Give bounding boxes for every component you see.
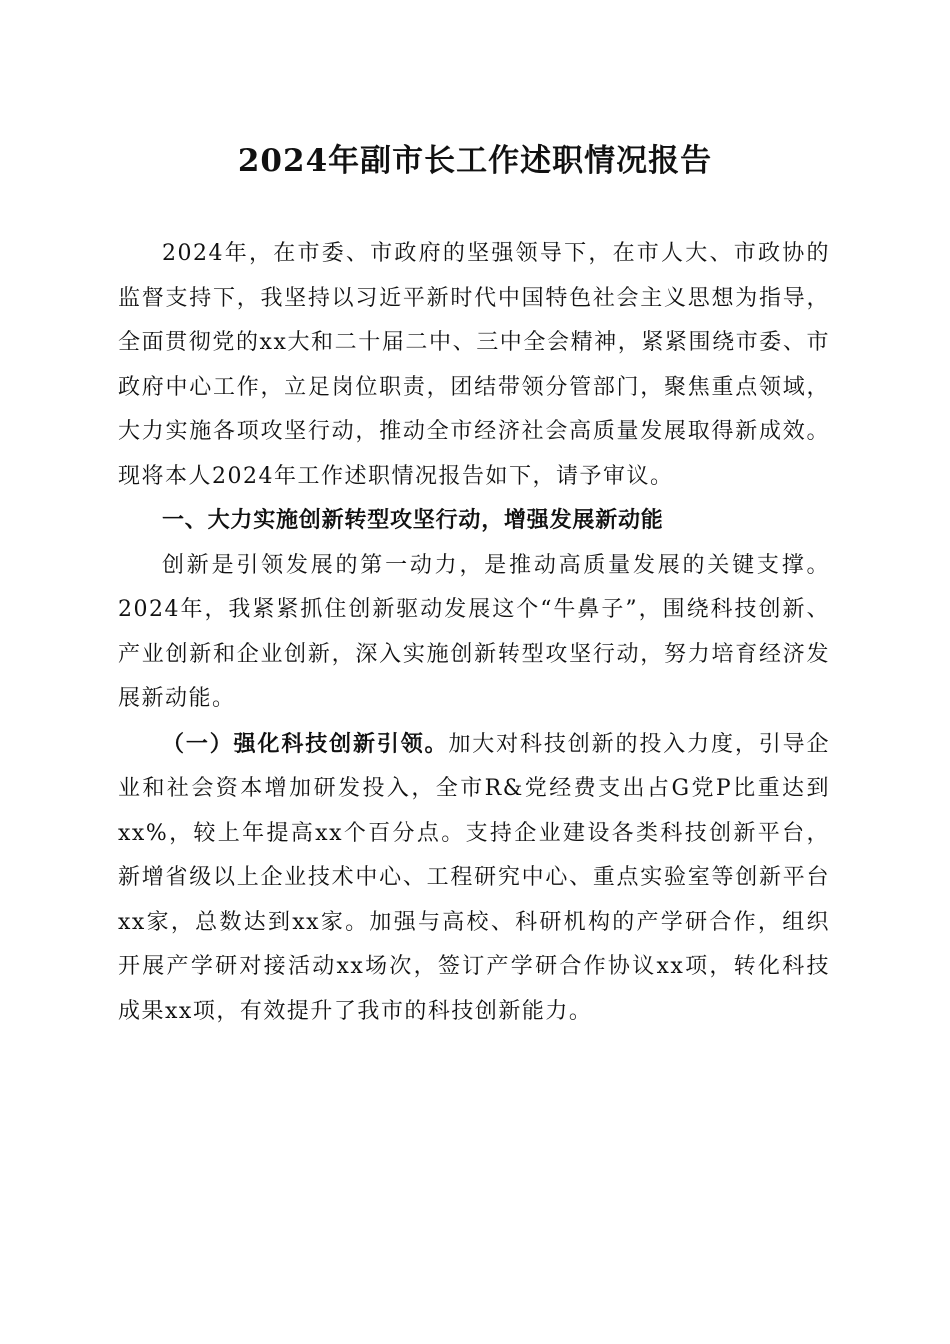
section-heading: 一、大力实施创新转型攻坚行动，增强发展新动能 (162, 508, 664, 533)
subsection-text: 加大对科技创新的投入力度，引导企业和社会资本增加研发投入，全市R&党经费支出占G党P比重达到xx%，较上年提高xx个百分点。支持企业建设各类科技创新平台，新增省级以上企业技术中心、工程研究中心、重点实验室等创新平台xx家，总数达到xx家。加强与高校、科研机构的产学研合作，组织开展产学研对接活动xx场次，签订产学研合作协议xx项，转化科技成果xx项，有效提升了我市的科技创新能力。 (118, 731, 830, 1024)
document-body (118, 232, 830, 1034)
document-title: 2024年副市长工作述职情况报告 (237, 143, 713, 179)
subsection-heading: （一）强化科技创新引领。 (162, 730, 449, 757)
section-intro-paragraph: 创新是引领发展的第一动力，是推动高质量发展的关键支撑。2024年，我紧紧抓住创新驱动发展这个“牛鼻子”，围绕科技创新、产业创新和企业创新，深入实施创新转型攻坚行动，努力培育经济发展新动能。 (118, 552, 830, 711)
subsection-paragraph (118, 722, 830, 1035)
intro-paragraph: 2024年，在市委、市政府的坚强领导下，在市人大、市政协的监督支持下，我坚持以习近平新时代中国特色社会主义思想为指导，全面贯彻党的xx大和二十届二中、三中全会精神，紧紧围绕市委、市政府中心工作，立足岗位职责，团结带领分管部门，聚焦重点领域，大力实施各项攻坚行动，推动全市经济社会高质量发展取得新成效。现将本人2024年工作述职情况报告如下，请予审议。 (118, 241, 830, 489)
